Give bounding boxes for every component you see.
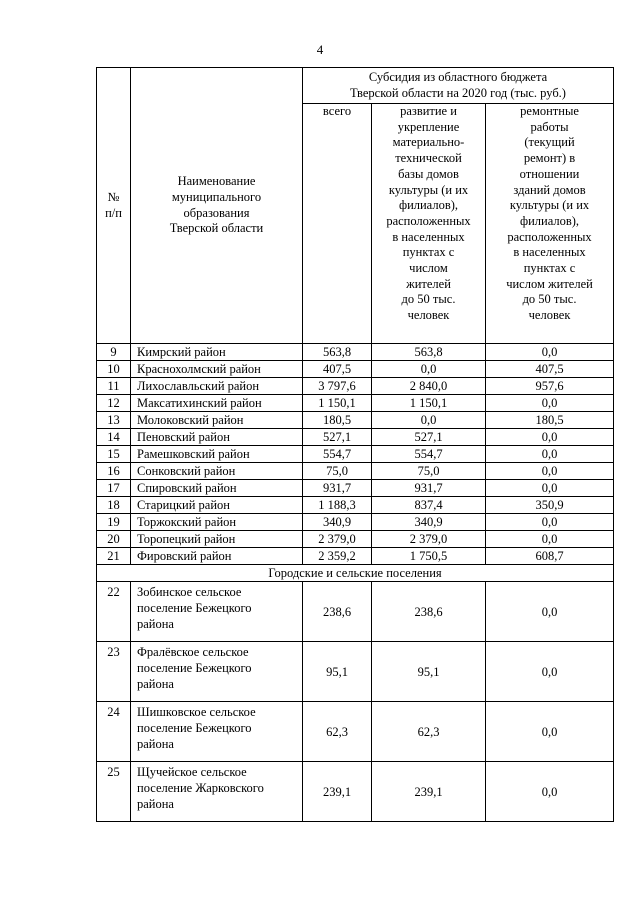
row-number: 16 xyxy=(97,463,131,480)
table-row xyxy=(97,412,614,429)
row-name: Кимрский район xyxy=(131,344,303,361)
row-development: 1 750,5 xyxy=(372,548,486,565)
row-number: 25 xyxy=(97,762,131,822)
group-header-subsidy: Субсидия из областного бюджета Тверской области на 2020 год (тыс. руб.) xyxy=(303,68,614,104)
row-development: 837,4 xyxy=(372,497,486,514)
row-name: Максатихинский район xyxy=(131,395,303,412)
row-development: 238,6 xyxy=(372,582,486,642)
row-name: Пеновский район xyxy=(131,429,303,446)
row-number: 12 xyxy=(97,395,131,412)
table-row xyxy=(97,762,614,822)
section-header-settlements: Городские и сельские поселения xyxy=(97,565,614,582)
row-development: 239,1 xyxy=(372,762,486,822)
row-total: 554,7 xyxy=(303,446,372,463)
row-name: Зобинское сельское поселение Бежецкого района xyxy=(131,582,303,642)
row-repair: 0,0 xyxy=(486,642,614,702)
table-row xyxy=(97,582,614,642)
subsidy-table xyxy=(96,67,614,822)
row-name: Фировский район xyxy=(131,548,303,565)
row-repair: 957,6 xyxy=(486,378,614,395)
row-repair: 0,0 xyxy=(486,480,614,497)
row-development: 1 150,1 xyxy=(372,395,486,412)
row-number: 11 xyxy=(97,378,131,395)
row-total: 563,8 xyxy=(303,344,372,361)
row-number: 20 xyxy=(97,531,131,548)
row-total: 238,6 xyxy=(303,582,372,642)
settlement-rows xyxy=(97,582,614,822)
table-row xyxy=(97,480,614,497)
col-header-number: № п/п xyxy=(97,68,131,344)
row-number: 23 xyxy=(97,642,131,702)
row-development: 2 379,0 xyxy=(372,531,486,548)
row-number: 15 xyxy=(97,446,131,463)
table-row xyxy=(97,429,614,446)
col-header-name: Наименование муниципального образования Тверской области xyxy=(131,68,303,344)
row-name: Молоковский район xyxy=(131,412,303,429)
row-total: 1 150,1 xyxy=(303,395,372,412)
row-total: 407,5 xyxy=(303,361,372,378)
table-row xyxy=(97,395,614,412)
col-header-repair: ремонтные работы (текущий ремонт) в отношении зданий домов культуры (и их филиалов), расположенных в населенных пунктах с числом жителей до 50 тыс. человек xyxy=(486,104,614,344)
row-total: 75,0 xyxy=(303,463,372,480)
table-row xyxy=(97,378,614,395)
table-row xyxy=(97,548,614,565)
row-total: 62,3 xyxy=(303,702,372,762)
table-row xyxy=(97,361,614,378)
row-total: 3 797,6 xyxy=(303,378,372,395)
row-repair: 180,5 xyxy=(486,412,614,429)
row-development: 95,1 xyxy=(372,642,486,702)
row-repair: 0,0 xyxy=(486,762,614,822)
district-rows xyxy=(97,344,614,565)
row-total: 340,9 xyxy=(303,514,372,531)
row-total: 239,1 xyxy=(303,762,372,822)
table-row xyxy=(97,497,614,514)
table-row xyxy=(97,531,614,548)
row-number: 22 xyxy=(97,582,131,642)
row-name: Торжокский район xyxy=(131,514,303,531)
row-development: 527,1 xyxy=(372,429,486,446)
row-number: 21 xyxy=(97,548,131,565)
row-repair: 0,0 xyxy=(486,344,614,361)
table-row xyxy=(97,702,614,762)
row-development: 554,7 xyxy=(372,446,486,463)
row-total: 527,1 xyxy=(303,429,372,446)
row-name: Спировский район xyxy=(131,480,303,497)
row-repair: 350,9 xyxy=(486,497,614,514)
row-number: 13 xyxy=(97,412,131,429)
table-row xyxy=(97,642,614,702)
row-number: 17 xyxy=(97,480,131,497)
row-development: 0,0 xyxy=(372,361,486,378)
table-row xyxy=(97,344,614,361)
row-repair: 608,7 xyxy=(486,548,614,565)
row-repair: 0,0 xyxy=(486,514,614,531)
row-name: Старицкий район xyxy=(131,497,303,514)
row-repair: 0,0 xyxy=(486,395,614,412)
row-development: 2 840,0 xyxy=(372,378,486,395)
row-development: 563,8 xyxy=(372,344,486,361)
row-total: 2 359,2 xyxy=(303,548,372,565)
table-row xyxy=(97,514,614,531)
row-development: 75,0 xyxy=(372,463,486,480)
row-repair: 0,0 xyxy=(486,463,614,480)
row-number: 14 xyxy=(97,429,131,446)
col-header-development: развитие и укрепление материально- технической базы домов культуры (и их филиалов), расположенных в населенных пунктах с числом жителей до 50 тыс. человек xyxy=(372,104,486,344)
row-total: 95,1 xyxy=(303,642,372,702)
row-repair: 0,0 xyxy=(486,582,614,642)
row-name: Щучейское сельское поселение Жарковского района xyxy=(131,762,303,822)
row-number: 18 xyxy=(97,497,131,514)
row-total: 2 379,0 xyxy=(303,531,372,548)
row-repair: 0,0 xyxy=(486,429,614,446)
row-development: 0,0 xyxy=(372,412,486,429)
col-header-total: всего xyxy=(303,104,372,344)
row-number: 19 xyxy=(97,514,131,531)
row-development: 340,9 xyxy=(372,514,486,531)
row-name: Шишковское сельское поселение Бежецкого района xyxy=(131,702,303,762)
row-name: Фралёвское сельское поселение Бежецкого района xyxy=(131,642,303,702)
row-name: Рамешковский район xyxy=(131,446,303,463)
row-total: 180,5 xyxy=(303,412,372,429)
row-name: Торопецкий район xyxy=(131,531,303,548)
row-name: Краснохолмский район xyxy=(131,361,303,378)
row-total: 931,7 xyxy=(303,480,372,497)
row-development: 62,3 xyxy=(372,702,486,762)
row-number: 10 xyxy=(97,361,131,378)
row-number: 24 xyxy=(97,702,131,762)
row-repair: 0,0 xyxy=(486,531,614,548)
row-number: 9 xyxy=(97,344,131,361)
table-row xyxy=(97,446,614,463)
row-development: 931,7 xyxy=(372,480,486,497)
row-total: 1 188,3 xyxy=(303,497,372,514)
table-row xyxy=(97,463,614,480)
row-repair: 407,5 xyxy=(486,361,614,378)
page-number: 4 xyxy=(316,42,324,57)
row-repair: 0,0 xyxy=(486,702,614,762)
row-repair: 0,0 xyxy=(486,446,614,463)
row-name: Сонковский район xyxy=(131,463,303,480)
row-name: Лихославльский район xyxy=(131,378,303,395)
